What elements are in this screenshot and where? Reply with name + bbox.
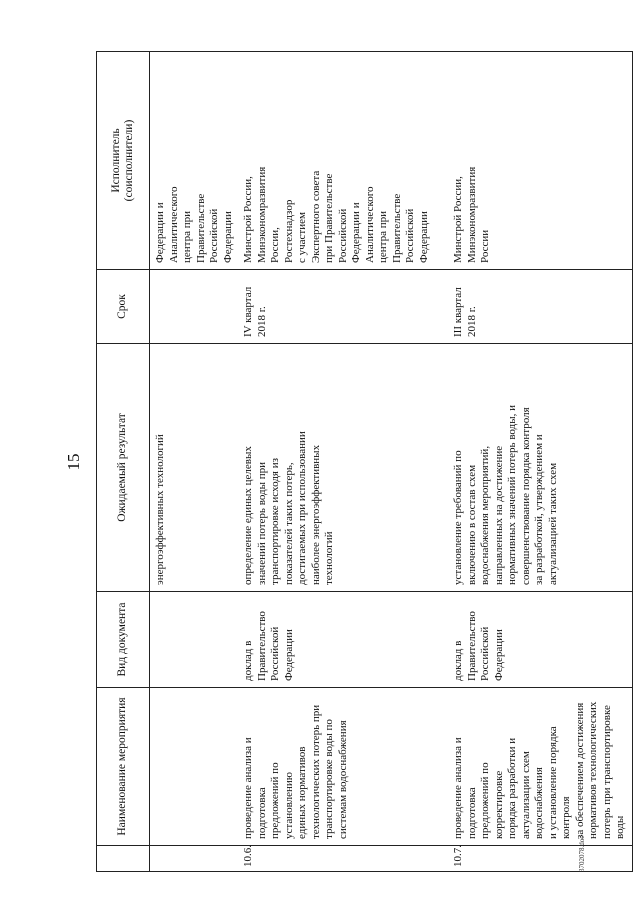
table-row — [150, 52, 240, 872]
cell-result: определение единых целевых значений потерь воды при транспортировке исходя из показателей таких потерь, достигаемых при использовании наиболее энергоэффективных технологий — [239, 344, 449, 592]
header-num — [97, 846, 150, 872]
cell-num: 10.7. — [449, 846, 632, 872]
cell-doc-type: доклад в Правительство Российской Федерации — [449, 592, 632, 688]
header-name: Наименование мероприятия — [97, 688, 150, 846]
cell-term — [150, 270, 240, 344]
cell-name: проведение анализа и подготовка предложений по корректировке порядка разработки и актуализации схем водоснабжения и установление порядка контроля за обеспечением достижения нормативов технологических потерь при транспортировке воды — [449, 688, 632, 846]
header-result: Ожидаемый результат — [97, 344, 150, 592]
measures-table — [96, 51, 633, 872]
cell-result: установление требований по включению в состав схем водоснабжения мероприятий, направленных на достижение нормативных значений потерь воды, и совершенствование порядка контроля за разработкой, утверждением и актуализацией таких схем — [449, 344, 632, 592]
cell-result: энергоэффективных технологий — [150, 344, 240, 592]
table-header-row — [97, 52, 150, 872]
document-file-code: 3702078.doc — [578, 835, 586, 872]
cell-name — [150, 688, 240, 846]
header-doc-type: Вид документа — [97, 592, 150, 688]
cell-executor: Федерации и Аналитического центра при Правительстве Российской Федерации — [150, 52, 240, 270]
header-executor: Исполнитель (соисполнители) — [97, 52, 150, 270]
cell-term: III квартал 2018 г. — [449, 270, 632, 344]
cell-num: 10.6. — [239, 846, 449, 872]
cell-doc-type: доклад в Правительство Российской Федерации — [239, 592, 449, 688]
rotated-document-page — [40, 52, 626, 872]
cell-term: IV квартал 2018 г. — [239, 270, 449, 344]
page-number: 15 — [64, 453, 83, 471]
cell-doc-type — [150, 592, 240, 688]
table-row — [239, 52, 449, 872]
header-term: Срок — [97, 270, 150, 344]
cell-name: проведение анализа и подготовка предложений по установлению единых нормативов технологических потерь при транспортировке воды по системам водоснабжения — [239, 688, 449, 846]
cell-executor: Минстрой России, Минэкономразвития России, Ростехнадзор с участием Экспертного совета при Правительстве Российской Федерации и Аналитического центра при Правительстве Российской Федерации — [239, 52, 449, 270]
cell-num — [150, 846, 240, 872]
cell-executor: Минстрой России, Минэкономразвития России — [449, 52, 632, 270]
table-row — [449, 52, 632, 872]
